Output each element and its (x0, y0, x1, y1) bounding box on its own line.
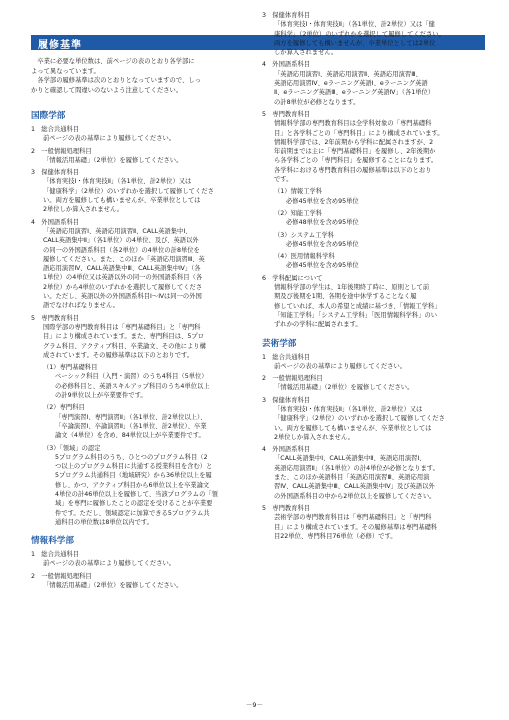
body-line: 2単位しか算入されません。 (274, 433, 354, 441)
left-column (31, 102, 259, 593)
body-line: 「情報活用基礎」（2単位）を履修してください。 (43, 582, 183, 590)
body-line: 履修してください。また、このほか「英語応用演習Ⅲ、英 (43, 255, 205, 263)
body-line: 成されています。その履修基準は以下のとおりです。 (43, 351, 194, 359)
body-line: 論文（4単位）を含め、84単位以上が卒業要件です。 (55, 432, 205, 440)
body-line: 必修45単位を含め95単位 (286, 262, 359, 270)
item-heading: （1）専門基礎科目 (43, 364, 98, 372)
body-line: ら各学科ごとの「専門科目」を履修することになります。 (274, 157, 438, 165)
body-line: 英語応用演習Ⅱ」（各1単位）の計4単位が必修となります。 (274, 464, 439, 472)
item-body (262, 362, 490, 371)
dept-heading-kokusai: 国際学部 (31, 111, 66, 121)
item-heading: 1 総合共通科目 (31, 126, 80, 133)
body-line: 期及び後期を1期、各期を途中休学することなく履 (274, 293, 417, 301)
body-line: 件です。ただし、領域認定に加算できる5プログラム共 (55, 509, 210, 517)
item-body (262, 283, 490, 329)
requirement-item (31, 125, 259, 144)
item-body (262, 405, 490, 442)
body-line: 前ページの表の基準により履修してください。 (43, 135, 176, 143)
item-heading: 1 総合共通科目 (31, 551, 80, 559)
requirement-item (262, 274, 490, 330)
page-number: －9－ (245, 701, 264, 709)
item-body (262, 454, 490, 500)
body-line: い。両方を履修しても構いませんが、卒業単位としては (274, 424, 432, 432)
body-line: 2単位しか算入されません。 (43, 206, 123, 214)
item-heading: 1 総合共通科目 (262, 353, 311, 361)
item-body (31, 177, 259, 214)
requirement-item (262, 353, 490, 372)
body-line: 「情報活用基礎」（2単位）を履修してください。 (43, 156, 183, 164)
requirement-item (262, 209, 490, 228)
body-line: 域」を専門に履修したことの認定を受けることが卒業要 (55, 500, 213, 508)
item-body (31, 559, 259, 568)
body-line: 各学科における専門教育科目の履修基準は以下のとおり (274, 166, 432, 174)
body-line: つ以上のプログラム科目に共通する授業科目を含む）と (55, 463, 213, 471)
body-line: 「知能工学科」「システム工学科」「医用情報科学科」のい (274, 311, 438, 319)
body-line: しか算入されません。 (274, 49, 338, 57)
item-heading: （1）情報工学科 (274, 188, 323, 196)
item-body (262, 20, 490, 57)
body-line: 必修45単位を含め95単位 (286, 197, 359, 205)
requirement-item (31, 218, 259, 311)
body-line: グラム科目、アクティブ科目、卒業論文、その他により構 (43, 342, 206, 350)
body-line: 情報科学部の学生は、1年後期終了時に、原則として前 (274, 284, 430, 292)
requirement-item (31, 572, 259, 591)
right-column (262, 11, 490, 544)
section-title: 履修基準 (38, 40, 82, 51)
requirement-item (262, 231, 490, 250)
body-line: 目」により構成されています。また、専門科目は、5プロ (43, 333, 204, 341)
item-heading: （3）システム工学科 (274, 231, 335, 239)
item-heading: （2）専門科目 (43, 404, 85, 412)
intro-text (31, 57, 259, 95)
item-body (31, 581, 259, 590)
body-line: の計9単位以上が卒業要件です。 (55, 392, 147, 400)
item-heading: （3）「領域」の認定 (43, 444, 101, 452)
requirement-item (262, 445, 490, 501)
item-body (43, 372, 259, 400)
body-line: 英語応用演習Ⅳ、eラーニング英語Ⅰ、eラーニング英語 (274, 80, 428, 88)
requirement-item (262, 252, 490, 271)
item-heading: 6 学科配属について (262, 274, 323, 282)
requirement-item (31, 550, 259, 569)
body-line: 修していれば、本人の希望と成績に基づき、「情報工学科」 (274, 302, 441, 310)
intro-line: 卒業に必要な単位数は、前ページの表のとおり各学部に (31, 58, 195, 65)
item-heading: （2）知能工学科 (274, 209, 323, 217)
body-line: 5プログラム科目のうち、ひとつのプログラム科目（2 (55, 453, 208, 461)
requirement-item (31, 314, 259, 360)
body-line: の外国語系科目の中から2単位以上を履修してください。 (274, 492, 436, 500)
body-line: 年前期までは主に「専門基礎科目」を履修し、2年後期か (274, 148, 436, 156)
body-line: い。両方を履修しても構いませんが、卒業単位としては (43, 197, 201, 205)
body-line: の必修科目と、英語スキルアップ科目のうち4単位以上 (55, 382, 210, 390)
body-line: ベーシック科目（入門・演習）のうち4科目（5単位） (55, 373, 208, 381)
body-line: 習Ⅳ、CALL英語集中Ⅲ、CALL英語集中Ⅳ」及び英語以外 (274, 483, 435, 491)
requirement-item (262, 11, 490, 57)
body-line: 目」により構成されています。その履修基準は専門基礎科 (274, 523, 438, 531)
intro-line: よって異なっています。 (31, 67, 100, 75)
item-heading: 3 保健体育科目 (31, 169, 80, 177)
item-heading: 2 一般情報処理科目 (31, 147, 92, 155)
item-heading: 3 保健体育科目 (262, 12, 311, 19)
item-heading: 5 専門教育科目 (262, 110, 311, 118)
body-line: 目」と各学科ごとの「専門科目」により構成されています。 (274, 129, 444, 137)
body-line: 語応用演習Ⅳ、CALL英語集中Ⅲ、CALL英語集中Ⅳ」（各 (43, 265, 201, 273)
requirement-item (262, 110, 490, 184)
body-line: です。 (274, 176, 293, 184)
dept-heading-joho: 情報科学部 (31, 536, 74, 547)
body-line: 2単位）から4単位のいずれかを選択して履修してくださ (43, 283, 203, 291)
body-line: の同一の外国語系科目（各2単位）の4単位の計8単位を (43, 246, 200, 254)
item-body (274, 197, 490, 206)
body-line: 通科目の単位数は8単位以内です。 (55, 518, 153, 526)
requirement-item (31, 403, 259, 440)
body-line: 必修48単位を含め95単位 (286, 219, 359, 227)
dept-heading-geijutsu: 芸術学部 (262, 338, 297, 349)
requirement-item (31, 363, 259, 400)
requirement-item (262, 187, 490, 206)
body-line: 「CALL英語集中Ⅰ、CALL英語集中Ⅱ、英語応用演習Ⅰ、 (274, 455, 426, 463)
body-line: 国際学部の専門教育科目は「専門基礎科目」と「専門科 (43, 323, 201, 331)
body-line: 情報科学部の専門教育科目は全学科対象の「専門基礎科 (274, 120, 432, 128)
item-body (31, 156, 259, 165)
item-body (31, 323, 259, 360)
body-line: 必修45単位を含め95単位 (286, 240, 359, 248)
body-line: 前ページの表の基準により履修してください。 (274, 362, 407, 370)
body-line: 「専門演習Ⅰ、専門演習Ⅱ」（各1単位、計2単位以上）、 (55, 413, 207, 421)
requirement-item (262, 396, 490, 442)
body-line: 「卒論演習Ⅰ、卒論演習Ⅱ」（各1単位、計2単位）、卒業 (55, 422, 207, 430)
item-heading: 4 外国語系科目 (262, 446, 311, 454)
item-body (274, 240, 490, 249)
body-line: Ⅱ、eラーニング英語Ⅲ、eラーニング英語Ⅳ」（各1単位） (274, 89, 435, 97)
body-line: また、このほか英語科目「英語応用演習Ⅲ、英語応用演 (274, 474, 430, 482)
item-body (274, 261, 490, 270)
item-body (31, 134, 259, 143)
item-heading: 5 専門教育科目 (31, 314, 80, 322)
body-line: 修し、かつ、アクティブ科目から6単位以上を卒業論文 (55, 481, 210, 489)
intro-line: かりと確認して間違いのないよう注意してください。 (31, 86, 183, 94)
body-line: 「健康科学」（2単位）のいずれかを選択して履修してくださ (43, 187, 214, 195)
body-line: 芸術学部の専門教育科目は「専門基礎科目」と「専門科 (274, 514, 432, 522)
intro-line: 各学部の履修基準は次のとおりとなっていますので、しっ (31, 77, 201, 85)
item-body (43, 413, 259, 441)
body-line: 「情報活用基礎」（2単位）を履修してください。 (274, 384, 414, 392)
requirement-item (262, 60, 490, 106)
body-line: 「体育実技Ⅰ・体育実技Ⅱ」（各1単位、計2単位）又は (274, 405, 423, 413)
body-line: 「体育実技Ⅰ・体育実技Ⅱ」（各1単位、計2単位）又は (43, 178, 192, 186)
requirement-item (262, 504, 490, 541)
item-body (262, 119, 490, 184)
item-heading: 4 外国語系科目 (31, 218, 80, 226)
body-line: い。ただし、英語以外の外国語系科目Ⅰ～Ⅳは同一の外国 (43, 293, 202, 301)
item-body (262, 383, 490, 392)
body-line: 語でなければなりません。 (43, 302, 119, 310)
body-line: 5プログラム共通科目（地域研究）から36単位以上を履 (55, 472, 212, 480)
body-line: 前ページの表の基準により履修してください。 (43, 560, 176, 568)
item-body (43, 453, 259, 527)
body-line: 目22単位、専門科目76単位（必修）です。 (274, 532, 397, 540)
body-line: 「健康科学」（2単位）のいずれかを選択して履修してくださ (274, 415, 445, 423)
body-line: 情報科学部では、2年前期から学科に配属されますが、2 (274, 138, 434, 146)
body-line: の計8単位が必修となります。 (274, 98, 360, 106)
item-heading: 2 一般情報処理科目 (262, 375, 323, 383)
requirement-item (262, 374, 490, 393)
body-line: 「体育実技Ⅰ・体育実技Ⅱ」（各1単位、計2単位）又は「健 (274, 21, 435, 29)
body-line: 両方を履修しても構いませんが、卒業単位としては2単位 (274, 39, 436, 47)
item-heading: 5 専門教育科目 (262, 504, 311, 512)
requirement-item (31, 147, 259, 166)
requirement-item (31, 168, 259, 214)
body-line: 4単位の計46単位以上を履修して、当該プログラムの「領 (55, 490, 218, 498)
body-line: ずれかの学科に配属されます。 (274, 321, 362, 329)
item-body (31, 227, 259, 311)
body-line: 1単位）の4単位又は英語以外の同一の外国語系科目（各 (43, 274, 203, 282)
item-body (274, 218, 490, 227)
body-line: CALL英語集中Ⅱ」（各1単位）の4単位、及び、英語以外 (43, 237, 199, 245)
body-line: 「英語応用演習Ⅰ、英語応用演習Ⅱ、英語応用演習Ⅲ、 (274, 70, 422, 78)
item-heading: 3 保健体育科目 (262, 396, 311, 404)
item-heading: 4 外国語系科目 (262, 61, 311, 69)
item-body (262, 70, 490, 107)
body-line: 「英語応用演習Ⅰ、英語応用演習Ⅱ、CALL英語集中Ⅰ、 (43, 227, 192, 235)
requirement-item (31, 444, 259, 528)
item-heading: 2 一般情報処理科目 (31, 572, 92, 580)
item-heading: （4）医用情報科学科 (274, 253, 335, 261)
body-line: 康科学」（2単位）のいずれかを選択して履修してください。 (274, 30, 445, 38)
item-body (262, 513, 490, 541)
